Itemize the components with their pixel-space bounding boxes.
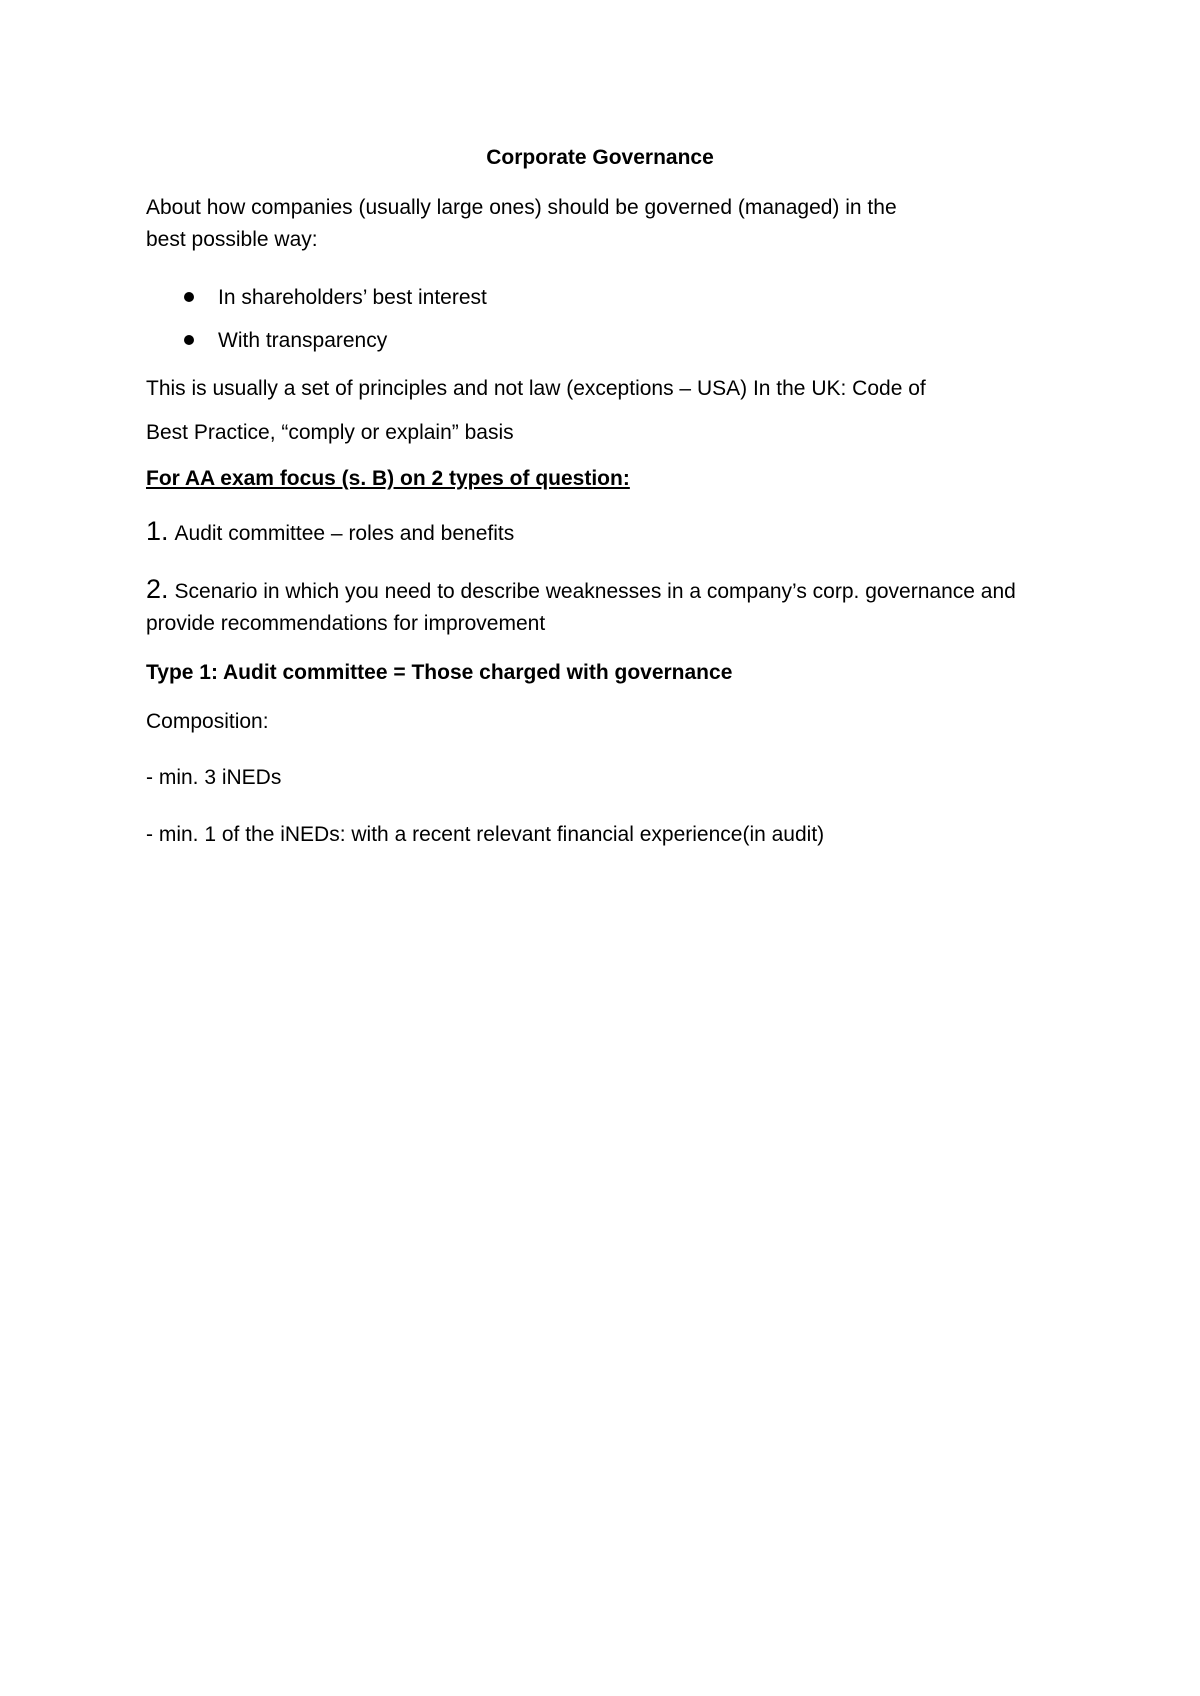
intro-text-line-1: About how companies (usually large ones) should be governed (managed) in the [146, 196, 897, 219]
bullet-item-transparency: With transparency [218, 329, 388, 352]
question-type-1-number: 1. [146, 516, 169, 546]
principles-text-line-2: Best Practice, “comply or explain” basis [146, 421, 514, 444]
intro-text-line-2: best possible way: [146, 228, 318, 251]
composition-item-2: - min. 1 of the iNEDs: with a recent relevant financial experience(in audit) [146, 823, 825, 846]
question-type-2-number: 2. [146, 574, 169, 604]
principles-text-line-1: This is usually a set of principles and not law (exceptions – USA) In the UK: Code of [146, 377, 926, 400]
question-type-2-text-line-2: provide recommendations for improvement [146, 612, 546, 635]
question-type-1 [146, 516, 515, 546]
question-type-2-text: Scenario in which you need to describe weaknesses in a company’s corp. governance and [174, 580, 1016, 603]
composition-item-1: - min. 3 iNEDs [146, 766, 282, 789]
bullet-icon [184, 292, 194, 302]
bullet-item-shareholders: In shareholders’ best interest [218, 286, 487, 309]
composition-label: Composition: [146, 710, 269, 733]
document-title: Corporate Governance [486, 146, 714, 169]
question-type-1-text: Audit committee – roles and benefits [174, 522, 515, 545]
type1-heading: Type 1: Audit committee = Those charged with governance [146, 661, 733, 684]
exam-focus-heading: For AA exam focus (s. B) on 2 types of question: [146, 467, 630, 490]
question-type-2 [146, 574, 1016, 604]
bullet-icon [184, 335, 194, 345]
